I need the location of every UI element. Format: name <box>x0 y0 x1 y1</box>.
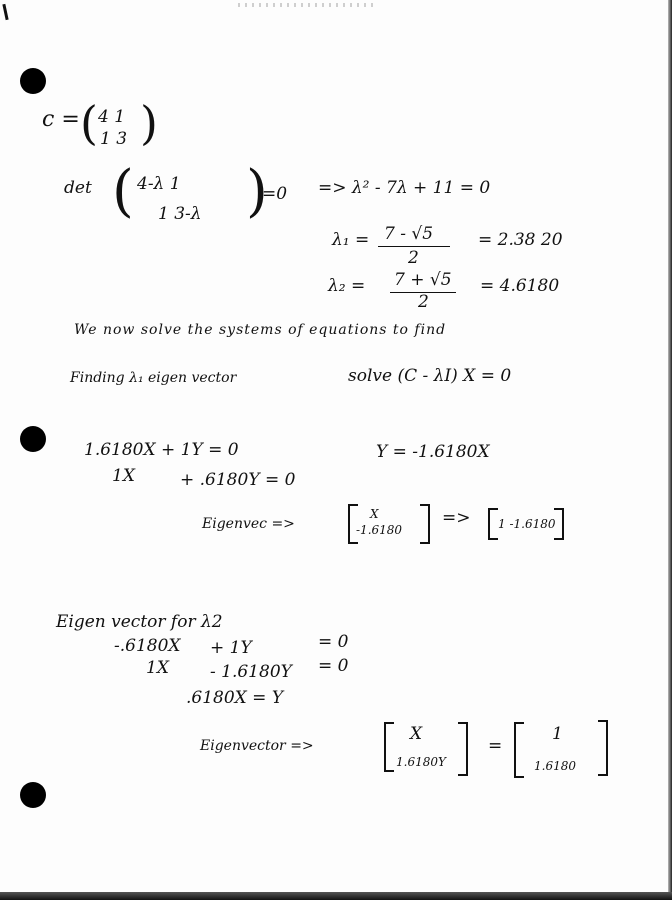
vec2a-right-bracket <box>458 722 468 776</box>
lambda1-fraction-bar <box>378 246 450 247</box>
vec2a-bottom: 1.6180Y <box>396 755 446 769</box>
scan-noise <box>238 3 378 7</box>
system1-eq2-left: 1X <box>112 466 135 486</box>
matrix-right-paren: ) <box>140 96 158 150</box>
page-edge-bottom <box>0 892 672 900</box>
det-right-paren: ) <box>246 159 268 224</box>
punch-hole-top <box>20 68 46 94</box>
system2-heading: Eigen vector for λ2 <box>56 612 223 632</box>
solve-equation-text: solve (C - λI) X = 0 <box>348 366 512 386</box>
system2-eq1-b: + 1Y <box>210 638 252 658</box>
scan-mark <box>2 4 8 20</box>
det-equals-zero: =0 <box>262 184 288 204</box>
solve-systems-text: We now solve the systems of equations to find <box>74 322 447 338</box>
matrix-row-1: 4 1 <box>98 107 126 127</box>
system2-eq2-c: = 0 <box>318 656 349 676</box>
lambda2-numerator: 7 + √5 <box>394 270 452 290</box>
vec2-equals: = <box>488 736 503 756</box>
matrix-left-paren: ( <box>80 96 98 150</box>
punch-hole-middle <box>20 426 46 452</box>
det-row-2: 1 3-λ <box>158 204 202 224</box>
matrix-row-2: 1 3 <box>100 129 128 149</box>
matrix-label: c = <box>42 107 80 132</box>
system2-eq1-a: -.6180X <box>114 636 181 656</box>
vec1b-content: 1 -1.6180 <box>498 517 556 531</box>
lambda1-value: = 2.38 20 <box>478 230 563 250</box>
system2-eq2-b: - 1.6180Y <box>210 662 292 682</box>
system1-eq2-right: + .6180Y = 0 <box>180 470 296 490</box>
eigenvec2-label: Eigenvector => <box>200 738 314 754</box>
finding-eigenvector-text: Finding λ₁ eigen vector <box>70 370 237 386</box>
system2-eq3: .6180X = Y <box>186 688 284 708</box>
page-edge-right <box>668 0 672 900</box>
characteristic-equation: => λ² - 7λ + 11 = 0 <box>318 178 491 198</box>
lambda1-lhs: λ₁ = <box>332 230 370 250</box>
lambda2-denominator: 2 <box>418 292 429 312</box>
vec2b-bottom: 1.6180 <box>534 759 576 773</box>
vec1b-left-bracket <box>488 508 498 540</box>
det-row-1: 4-λ 1 <box>137 174 181 194</box>
vec2b-left-bracket <box>514 722 524 778</box>
vec2b-right-bracket <box>598 720 608 776</box>
lambda1-numerator: 7 - √5 <box>384 224 434 244</box>
vec1a-bottom: -1.6180 <box>356 523 403 537</box>
lambda2-value: = 4.6180 <box>480 276 560 296</box>
vec1b-right-bracket <box>554 508 564 540</box>
system2-eq2-a: 1X <box>146 658 169 678</box>
vec2a-left-bracket <box>384 722 394 772</box>
vec1a-right-bracket <box>420 504 430 544</box>
vec2a-top: X <box>410 724 423 744</box>
system2-eq1-c: = 0 <box>318 632 349 652</box>
vec1-arrow: => <box>442 508 471 528</box>
det-label: det <box>64 178 92 198</box>
system1-eq1: 1.6180X + 1Y = 0 <box>84 440 239 460</box>
eigenvec1-label: Eigenvec => <box>202 516 295 532</box>
punch-hole-bottom <box>20 782 46 808</box>
lambda1-denominator: 2 <box>408 248 419 268</box>
vec1a-top: X <box>370 507 379 521</box>
system1-solution: Y = -1.6180X <box>376 442 490 462</box>
lambda2-lhs: λ₂ = <box>328 276 366 296</box>
vec2b-top: 1 <box>552 724 563 744</box>
det-left-paren: ( <box>112 159 134 224</box>
